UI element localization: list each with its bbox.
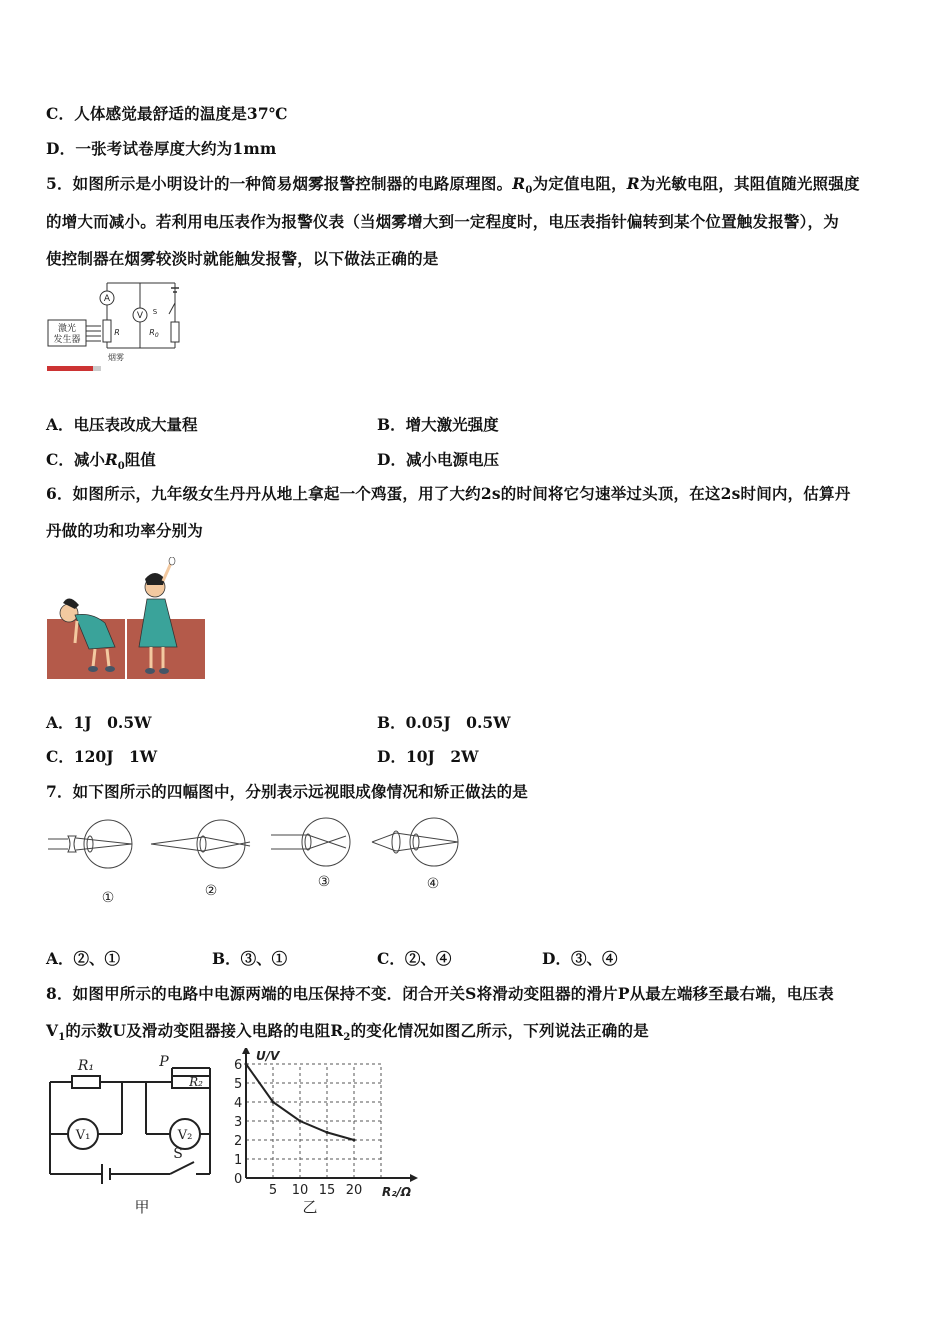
q6-line2: 丹做的功和功率分别为: [46, 521, 204, 540]
resistor-label: R: [114, 328, 120, 337]
q7-eye-figures: [46, 812, 466, 910]
q5-line1: 5．如图所示是小明设计的一种简易烟雾报警控制器的电路原理图。$R_0$为定值电阻，R为光敏电阻，其阻值随光照强度: [46, 174, 860, 197]
q4-option-c: C．人体感觉最舒适的温度是37℃: [46, 104, 288, 123]
q5-line2: 的增大而减小。若利用电压表作为报警仪表（当烟雾增大到一定程度时，电压表指针偏转到某个位置触发报警），为: [46, 212, 839, 231]
r1-label: R₁: [77, 1058, 95, 1074]
switch-label: S: [152, 308, 158, 316]
chart-xtick-label: 20: [345, 1183, 363, 1198]
slider-p-label: P: [159, 1054, 169, 1070]
eye-label-4: ④: [426, 876, 440, 892]
q5-option-c: C．减小$R_0$阻值: [46, 450, 156, 473]
q6-line1: 6．如图所示，九年级女生丹丹从地上拿起一个鸡蛋，用了大约2s的时间将它匀速举过头顶，在这2s时间内，估算丹: [46, 484, 851, 503]
q4-option-d: D．一张考试卷厚度大约为1mm: [46, 139, 277, 158]
q6-option-b: B．0.05J 0.5W: [377, 713, 511, 732]
q6-option-d: D．10J 2W: [377, 747, 479, 766]
smoke-label: 烟雾: [108, 353, 124, 362]
chart-ytick-label: 1: [234, 1153, 243, 1168]
q7-option-c: C．②、④: [377, 949, 452, 968]
eye-label-2: ②: [204, 883, 218, 899]
v2-label: V₂: [177, 1128, 193, 1143]
chart-ylabel: U/V: [256, 1049, 280, 1063]
switch-s-label: S: [173, 1146, 183, 1162]
q6-girl-figure: [47, 557, 205, 679]
chart-ytick-label: 3: [234, 1115, 243, 1130]
chart-xtick-label: 5: [268, 1183, 278, 1198]
q8-chart: [232, 1048, 422, 1220]
q7-option-b: B．③、①: [212, 949, 288, 968]
chart-ytick-label: 0: [234, 1172, 243, 1187]
q7-option-a: A．②、①: [46, 949, 121, 968]
chart-ytick-label: 2: [234, 1134, 243, 1149]
q5-line3: 使控制器在烟雾较淡时就能触发报警，以下做法正确的是: [46, 249, 439, 268]
r0-label: $R_0$: [149, 328, 159, 339]
q8-circuit-figure: [46, 1052, 236, 1220]
chart-ytick-label: 5: [234, 1077, 243, 1092]
voltmeter-label: V: [136, 311, 144, 321]
chart-xtick-label: 10: [291, 1183, 309, 1198]
chart-point: [353, 1139, 356, 1142]
eye-label-3: ③: [317, 874, 331, 890]
laser-label: 激光: [57, 324, 77, 334]
q5-option-a: A．电压表改成大量程: [46, 415, 198, 434]
chart-point: [272, 1101, 275, 1104]
chart-ytick-label: 6: [234, 1058, 243, 1073]
v1-label: V₁: [75, 1128, 91, 1143]
q5-circuit-figure: [45, 278, 185, 380]
laser-label-2: 发生器: [53, 335, 81, 345]
q6-option-c: C．120J 1W: [46, 747, 158, 766]
q5-option-b: B．增大激光强度: [377, 415, 499, 434]
chart-xtick-label: 15: [318, 1183, 336, 1198]
ammeter-label: A: [103, 294, 111, 304]
r2-label: R₂: [189, 1075, 203, 1089]
q5-option-d: D．减小电源电压: [377, 450, 499, 469]
chart-caption: 乙: [302, 1198, 318, 1216]
chart-xlabel: R₂/Ω: [382, 1185, 412, 1199]
q8-line1: 8．如图甲所示的电路中电源两端的电压保持不变．闭合开关S将滑动变阻器的滑片P从最左端移至最右端，电压表: [46, 984, 834, 1003]
q6-option-a: A．1J 0.5W: [46, 713, 152, 732]
eye-label-1: ①: [101, 890, 115, 906]
q8-line2: $V_1$的示数U及滑动变阻器接入电路的电阻$R_2$的变化情况如图乙所示，下列说法正确的是: [46, 1021, 649, 1044]
q7-line1: 7．如下图所示的四幅图中，分别表示远视眼成像情况和矫正做法的是: [46, 782, 528, 801]
chart-ytick-label: 4: [234, 1096, 243, 1111]
q7-option-d: D．③、④: [542, 949, 618, 968]
chart-point: [299, 1120, 302, 1123]
circuit-caption: 甲: [134, 1198, 150, 1216]
chart-point: [326, 1131, 329, 1134]
